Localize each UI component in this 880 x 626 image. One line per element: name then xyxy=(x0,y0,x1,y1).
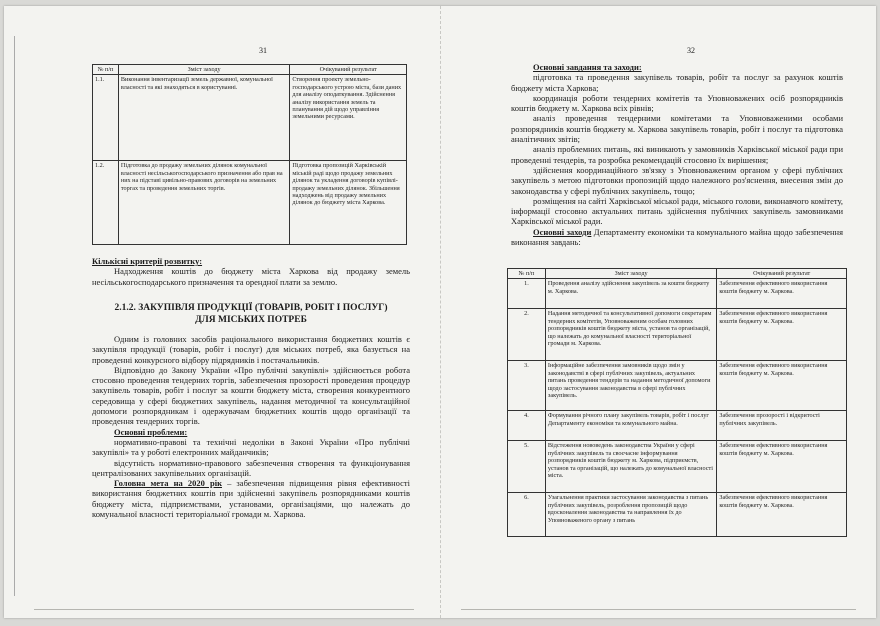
right-measures-table xyxy=(507,268,847,537)
measures-text: Департаменту економіки та комунального майна щодо забезпечення виконання завдань: xyxy=(511,226,844,248)
left-page xyxy=(4,6,440,618)
row-number: 1.2. xyxy=(93,161,119,245)
criteria-block xyxy=(92,256,410,287)
row-result: Забезпечення ефективного використання коштів бюджету м. Харкова. xyxy=(717,441,847,493)
task-item: координація роботи тендерних комітетів та Уповноважених осіб розпорядників коштів бюджету м. Харкова всіх рівнів; xyxy=(511,92,843,114)
col-header-number: № п/п xyxy=(93,65,119,75)
table-header-row xyxy=(93,65,407,75)
goal-heading: Головна мета на 2020 рік xyxy=(114,478,222,489)
criteria-heading: Кількісні критерії розвитку: xyxy=(92,256,203,266)
table-row xyxy=(93,161,407,245)
col-header-result: Очікуваний результат xyxy=(290,65,407,75)
table-row xyxy=(508,411,847,441)
row-number: 3. xyxy=(508,361,546,411)
row-content: Підготовка до продажу земельних ділянок комунальної власності несільськогосподарського призначення або прав на них на підставі цивільно-правових договорів на земельних торгах та проведення земельних торгів. xyxy=(118,161,289,245)
problem-item: відсутність нормативно-правового забезпечення створення та функціонування централізованих закупівельних організацій. xyxy=(92,457,410,478)
row-number: 2. xyxy=(508,309,546,361)
row-content: Відстеження нововедень законодавства України у сфері публічних закупівель та своєчасне інформування розпорядників коштів бюджету м. Харкова, підприємств, установ та організацій, що належать до комунальної власності міста. xyxy=(545,441,716,493)
task-item: розміщення на сайті Харківської міської ради, міського голови, виконавчого комітету, інформації стосовно актуальних питань здійснення публічних закупівель замовниками Харківської міської ради. xyxy=(511,195,843,227)
table-header-row xyxy=(508,269,847,279)
row-result: Забезпечення прозорості і відкритості публічних закупівель. xyxy=(717,411,847,441)
col-header-number: № п/п xyxy=(508,269,546,279)
task-item: підготовка та проведення закупівель товарів, робіт та послуг за рахунок коштів бюджету міста Харкова; xyxy=(511,72,843,93)
row-content: Виконання інвентаризації земель державної, комунальної власності та які знаходяться в користуванні. xyxy=(118,75,289,161)
page-bottom-rule xyxy=(461,609,856,610)
goal-paragraph xyxy=(92,478,410,519)
table-row xyxy=(508,279,847,309)
col-header-content: Зміст заходу xyxy=(118,65,289,75)
task-item: аналіз проблемних питань, які виникають у замовників Харківської міської ради при проведенні тендерів, та розробка рекомендацій стосовно їх вирішення; xyxy=(511,144,843,165)
task-item: здійснення координаційного зв'язку з Уповноваженим органом у сфері публічних закупівель з метою підготовки пропозицій щодо належного роз'яснення, внесення змін до законодавства у сфері публічних закупівель, тощо; xyxy=(511,164,843,196)
problems-heading: Основні проблеми: xyxy=(114,426,188,437)
table-row xyxy=(508,493,847,537)
tasks-block xyxy=(511,62,843,247)
body-text xyxy=(92,334,410,519)
measures-heading: Основні заходи xyxy=(533,226,592,237)
page-bottom-rule xyxy=(34,609,414,610)
row-content: Формування річного плану закупівель товарів, робіт і послуг Департаменту економіки та комунального майна. xyxy=(545,411,716,441)
row-result: Забезпечення ефективного використання коштів бюджету м. Харкова. xyxy=(717,361,847,411)
row-number: 5. xyxy=(508,441,546,493)
tasks-heading: Основні завдання та заходи: xyxy=(533,62,642,72)
goal-text: – забезпечення підвищення рівня ефективності використання бюджетних коштів при здійсненні закупівель розпорядниками коштів бюджету міста, підприємствами, установами, організаціями, що належать до комунальної власності територіальної громади м. Харкова. xyxy=(92,478,410,520)
measures-paragraph xyxy=(511,227,843,248)
page-number: 32 xyxy=(687,46,695,55)
task-item: аналіз проведення тендерними комітетами та Уповноваженими особами розпорядників коштів бюджету м. Харкова закупівель товарів, робіт і послуг та підготовка аналітичних звітів; xyxy=(511,113,843,145)
row-result: Забезпечення ефективного використання коштів бюджету м. Харкова. xyxy=(717,279,847,309)
table-row xyxy=(508,441,847,493)
paragraph: Відповідно до Закону України «Про публічні закупівлі» здійснюється робота стосовно проведення тендерних торгів, забезпечення прозорості проведення процедур закупівель товарів, робіт і послуг за кошти бюджету міста, створення конкурентного середовища у сфері бюджетних закупівель, надання методичної та консультаційної допомоги розпорядникам і одержувачам бюджетних коштів щодо організації та проведення тендерних торгів. xyxy=(92,364,410,427)
row-number: 6. xyxy=(508,493,546,537)
row-content: Узагальнення практики застосування законодавства з питань публічних закупівель, розроблення пропозицій щодо вдосконалення законодавства та направлення їх до Уповноваженого органу з питань xyxy=(545,493,716,537)
row-result: Забезпечення ефективного використання коштів бюджету м. Харкова. xyxy=(717,493,847,537)
row-result: Підготовка пропозицій Харківській міській раді щодо продажу земельних ділянок та укладення договорів купівлі-продажу земельних ділянок. Збільшення надходжень від продажу земельних ділянок до бюджету міста Харкова. xyxy=(290,161,407,245)
table-row xyxy=(508,361,847,411)
criteria-text: Надходження коштів до бюджету міста Харкова від продажу земель несільськогосподарського призначення та орендної плати за землю. xyxy=(92,266,410,287)
table-row xyxy=(93,75,407,161)
section-title xyxy=(92,302,410,326)
row-content: Інформаційне забезпечення замовників щодо змін у законодавстві в сфері публічних закупівель, актуальних питань проведення тендерів та надання методичної допомоги щодо застосування законодавства в сфері публічних закупівель. xyxy=(545,361,716,411)
page-number: 31 xyxy=(259,46,267,55)
section-title-line-2: ДЛЯ МІСЬКИХ ПОТРЕБ xyxy=(195,315,307,325)
row-number: 1.1. xyxy=(93,75,119,161)
row-content: Надання методичної та консультативної допомоги секретарям тендерних комітетів, Уповноваженим особам головних розпорядників коштів бюджету міста, установ та організацій, що належать до комунальної власності територіальної громади м. Харкова. xyxy=(545,309,716,361)
row-number: 1. xyxy=(508,279,546,309)
right-page xyxy=(440,6,877,618)
row-content: Проведення аналізу здійснення закупівель за кошти бюджету м. Харкова. xyxy=(545,279,716,309)
col-header-result: Очікуваний результат xyxy=(717,269,847,279)
left-measures-table xyxy=(92,64,407,245)
binding-edge xyxy=(14,36,15,596)
row-result: Створення проекту земельно-господарського устрою міста, бази даних для аналізу оподаткування. Здійснення аналізу використання земель та планування дій щодо управління земельними ресурсами. xyxy=(290,75,407,161)
col-header-content: Зміст заходу xyxy=(545,269,716,279)
paragraph: Одним із головних засобів раціонального використання бюджетних коштів є закупівля продукції (товарів, робіт і послуг) для міських потреб, яка базується на проведенні конкурсного відбору підрядників і постачальників. xyxy=(92,334,410,365)
table-row xyxy=(508,309,847,361)
row-result: Забезпечення ефективного використання коштів бюджету м. Харкова. xyxy=(717,309,847,361)
row-number: 4. xyxy=(508,411,546,441)
document-spread xyxy=(4,6,876,618)
problem-item: нормативно-правові та технічні недоліки в Законі України «Про публічні закупівлі» та у роботі електронних майданчиків; xyxy=(92,436,410,458)
section-title-line-1: 2.1.2. ЗАКУПІВЛЯ ПРОДУКЦІЇ (ТОВАРІВ, РОБІТ І ПОСЛУГ) xyxy=(114,303,388,313)
